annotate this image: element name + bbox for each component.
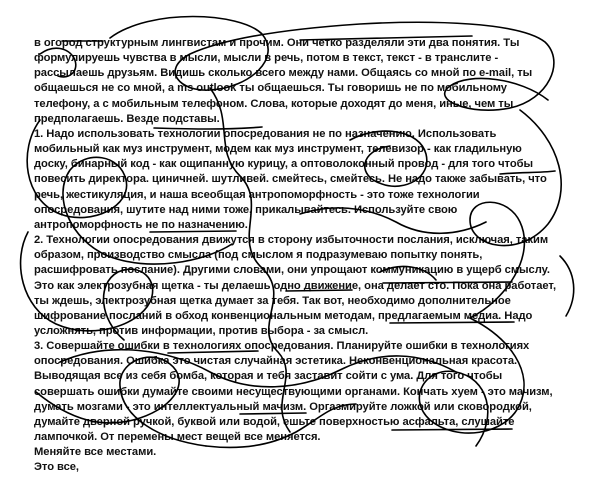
document-text [34,36,574,476]
text-line: расшифровать послание). Другими словами, они упрощают коммуникацию в ущерб смыслу. [34,264,550,277]
text-line: доску, бинарный код - как ощипанную курицу, а оптоволоконный провод - для того чтобы [34,158,533,171]
text-line: повесить директора. циничней. шутливей. смейтесь, смейтесь. Не надо также забывать, что [34,173,547,186]
text-line: Это все, [34,461,79,474]
text-line: речь, жестикуляция, и наша всеобщая антропоморфность - это тоже технологии [34,188,480,201]
text-line: усложнять, против информации, против выбора - за смысл. [34,324,369,337]
text-line: общаешься не со мной, а ms outlook ты общаешься. Ты говоришь не по мобильному [34,82,507,95]
text-line: 1. Надо использовать технологии опосредования не по назначению. Использовать [34,127,497,140]
text-line: предполагаешь. Везде подставы. [34,112,220,125]
text-line: ты ждешь, электрозубная щетка думает за тебя. Так вот, необходимо дополнительное [34,294,511,307]
text-line: Это как электрозубная щетка - ты делаешь одно движение, она делает сто. Пока она работает, [34,279,557,292]
text-line: опосредования, шутите над ними тоже, прикалывайтесь. Используйте свою [34,203,458,216]
text-line: в огород структурным лингвистам и прочим. Они четко разделяли эти два понятия. Ты [34,37,520,49]
text-line: образом, производство смысла (под смыслом я подразумеваю попытку понять, [34,249,483,262]
text-line: думайте дверной ручкой, буквой или водой, ешьте поверхностью асфальта, слушайте [34,415,515,428]
text-line: Выводящая все из себя бомба, которая и тебя заставит сойти с ума. Для того чтобы [34,370,503,383]
text-line: антропоморфность не по назначению. [34,218,248,231]
text-line: формулируешь чувства в мысли, мысли в речь, потом в текст, текст - в транслите - [34,52,499,65]
text-line: 3. Совершайте ошибки в технологиях опосредования. Планируйте ошибки в технологиях [34,340,530,353]
text-line: телефону, а с мобильным телефоном. Слова, которые доходят до меня, иные, чем ты [34,97,514,110]
text-line: лампочкой. От перемены мест вещей все меняется. [34,431,321,444]
text-line: шифрование посланий в обход конвенциональным методам, предлагаемым медиа. Надо [34,309,533,322]
text-line: мобильный как муз инструмент, модем как муз инструмент, телевизор - как гладильную [34,143,522,156]
text-line: 2. Технологии опосредования движутся в сторону избыточности послания, исключая, таким [34,234,549,247]
text-line: Меняйте все местами. [34,446,157,459]
text-line: совершать ошибки думайте своими несуществующими органами. Кончать хуем - это мачизм, [34,385,553,398]
text-line: опосредования. Ошибка это чистая случайная эстетика. Неконвенциональная красота. [34,355,518,368]
text-line: рассылаешь друзьям. Видишь сколько всего между нами. Общаясь со мной по e-mail, ты [34,67,533,80]
text-line: думать мозгами - это интеллектуальный мачизм. Оргазмируйте ложкой или сковородкой, [34,400,532,413]
